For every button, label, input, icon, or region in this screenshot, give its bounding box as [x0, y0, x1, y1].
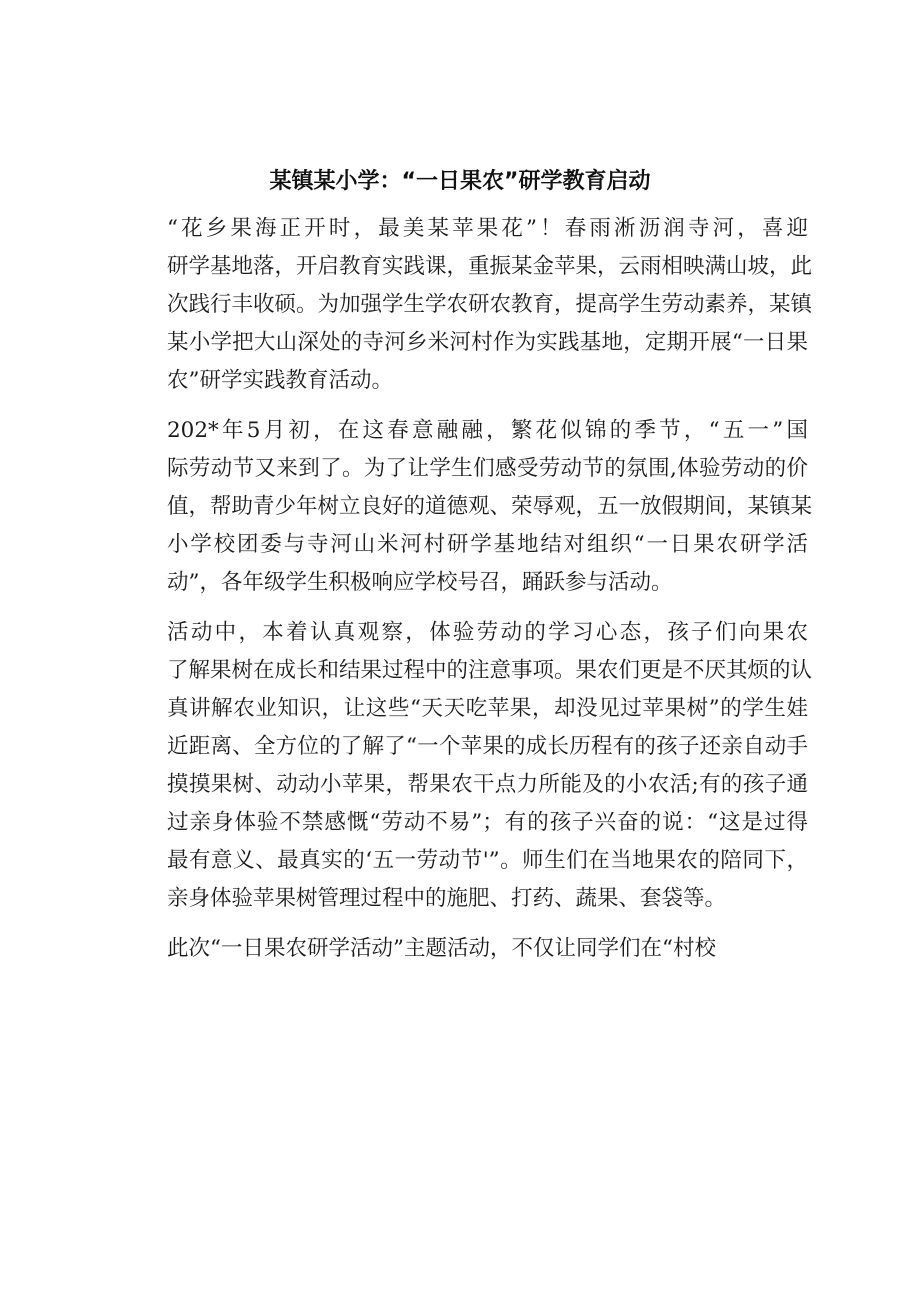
text-line: 过亲身体验不禁感慨“劳动不易”；有的孩子兴奋的说：“这是过得	[167, 810, 808, 835]
text-line: 202*年5月初，在这春意融融，繁花似锦的季节，“五一”国	[167, 418, 808, 443]
text-line: 农”研学实践教育活动。	[167, 368, 393, 393]
document-body	[124, 210, 813, 980]
paragraph-4	[124, 930, 808, 968]
text-line: 小学校团委与寺河山米河村研学基地结对组织“一日果农研学活	[167, 532, 808, 557]
text-line: 摸摸果树、动动小苹果，帮果农干点力所能及的小农活;有的孩子通	[167, 772, 808, 797]
text-line: 某小学把大山深处的寺河乡米河村作为实践基地，定期开展“一日果	[167, 330, 808, 355]
text-line: 活动中，本着认真观察，体验劳动的学习心态，孩子们向果农	[167, 620, 808, 645]
text-line: 真讲解农业知识，让这些“天天吃苹果，却没见过苹果树”的学生娃	[167, 696, 808, 721]
text-line: “花乡果海正开时，最美某苹果花”！春雨淅沥润寺河，喜迎	[167, 216, 808, 241]
text-line: 最有意义、最真实的‘五一劳动节'”。师生们在当地果农的陪同下，	[167, 848, 808, 873]
paragraph-1	[124, 210, 813, 400]
text-line: 值，帮助青少年树立良好的道德观、荣辱观，五一放假期间，某镇某	[167, 494, 813, 519]
text-line: 此次“一日果农研学活动”主题活动，不仅让同学们在“村校	[167, 936, 716, 961]
text-line: 际劳动节又来到了。为了让学生们感受劳动节的氛围,体验劳动的价	[167, 456, 808, 481]
text-line: 近距离、全方位的了解了“一个苹果的成长历程有的孩子还亲自动手	[167, 734, 808, 759]
document-title: 某镇某小学：“一日果农”研学教育启动	[269, 169, 651, 194]
text-line: 动”，各年级学生积极响应学校号召，踊跃参与活动。	[167, 570, 673, 595]
paragraph-3	[124, 614, 813, 918]
text-line: 亲身体验苹果树管理过程中的施肥、打药、蔬果、套袋等。	[167, 886, 727, 911]
text-line: 研学基地落，开启教育实践课，重振某金苹果，云雨相映满山坡，此	[167, 254, 813, 279]
text-line: 次践行丰收硕。为加强学生学农研农教育，提高学生劳动素养，某镇	[167, 292, 813, 317]
text-line: 了解果树在成长和结果过程中的注意事项。果农们更是不厌其烦的认	[167, 658, 813, 683]
paragraph-2	[124, 412, 813, 602]
